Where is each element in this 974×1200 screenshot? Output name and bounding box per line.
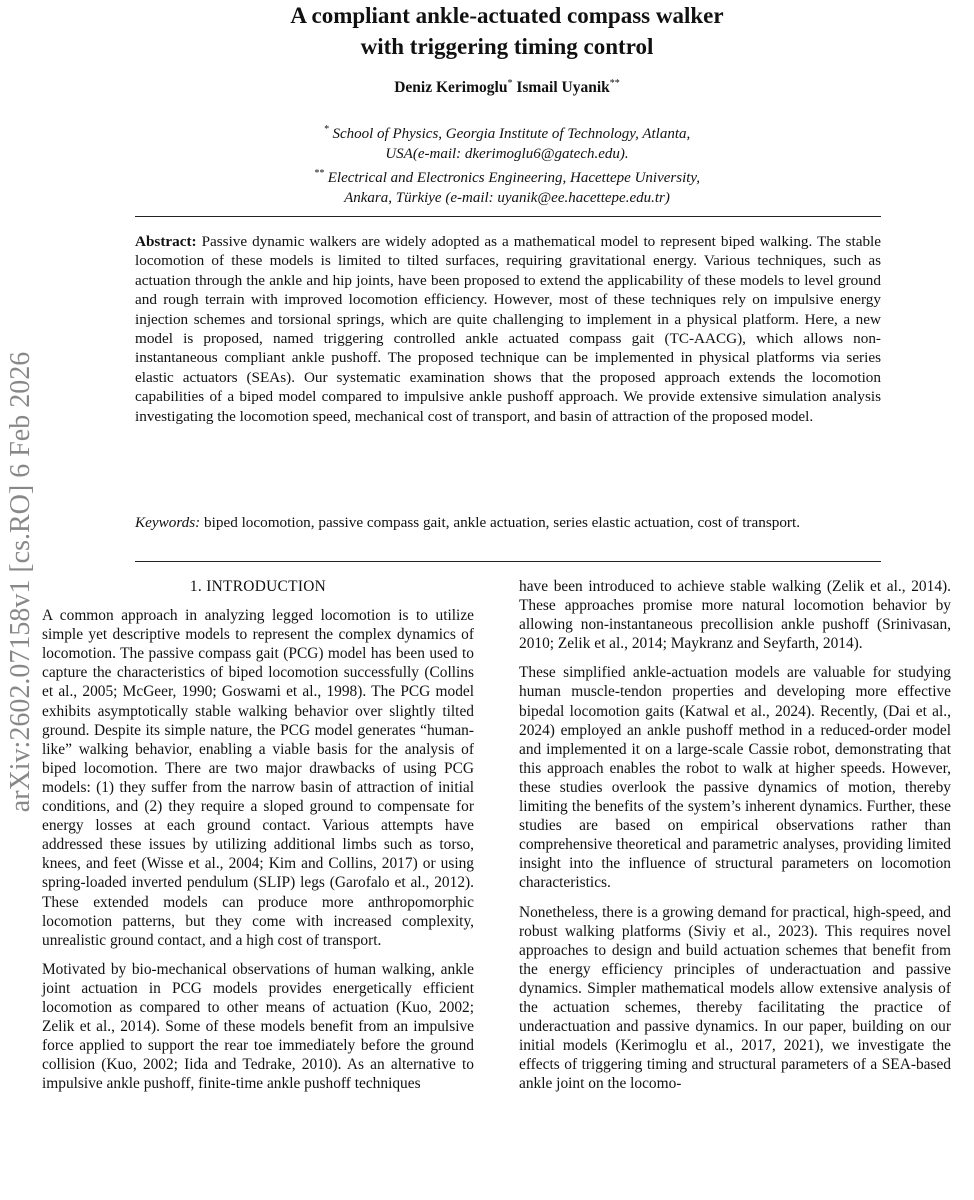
author-affiliation-mark: *: [507, 78, 513, 89]
keywords: [135, 513, 881, 532]
paragraph: A common approach in analyzing legged locomotion is to utilize simple yet descriptive models to represent the complex dynamics of locomotion. The passive compass gait (PCG) model has been used to capture the characteristics of biped locomotion successfully (Collins et al., 2005; McGeer, 1990; Goswami et al., 1998). The PCG model exhibits asymptotically stable walking behavior over slightly tilted ground. Despite its simple nature, the PCG model generates “human-like” walking behavior, enabling a viable basis for the analysis of biped locomotion. There are two major drawbacks of using PCG models: (1) they suffer from the narrow basin of attraction of initial conditions, and (2) they require a sloped ground to compensate for energy losses at each ground contact. Various attempts have addressed these issues by utilizing additional limbs such as torso, knees, and feet (Wisse et al., 2004; Kim and Collins, 2017) or using spring-loaded inverted pendulum (SLIP) legs (Garofalo et al., 2012). These extended models can produce more anthropomorphic locomotion patterns, but they come with increased complexity, unrealistic ground contact, and a high cost of transport.: [42, 607, 474, 949]
author-affiliation-mark: **: [609, 78, 620, 89]
affiliation-line: Ankara, Türkiye (e-mail: uyanik@ee.hacettepe.edu.tr): [344, 190, 670, 206]
affiliation-text: Electrical and Electronics Engineering, Hacettepe University,: [327, 170, 700, 186]
right-column: [519, 577, 951, 1103]
author-name: Ismail Uyanik: [516, 79, 610, 97]
bottom-divider: [135, 561, 881, 562]
paragraph: Motivated by bio-mechanical observations of human walking, ankle joint actuation in PCG models provides energetically efficient locomotion as compared to other means of actuation (Kuo, 2002; Zelik et al., 2014). Some of these models benefit from an impulsive force applied to support the rear toe immediately before the ground collision (Kuo, 2002; Iida and Tedrake, 2010). As an alternative to impulsive ankle pushoff, finite-time ankle pushoff techniques: [42, 960, 474, 1093]
paper-title: [140, 0, 874, 62]
affiliation-line: USA(e-mail: dkerimoglu6@gatech.edu).: [385, 146, 629, 162]
affiliations: [140, 120, 874, 208]
affiliation-text: School of Physics, Georgia Institute of Technology, Atlanta,: [332, 126, 691, 142]
author-name: Deniz Kerimoglu: [394, 79, 508, 97]
affiliation-line: [140, 120, 874, 144]
paragraph: These simplified ankle-actuation models are valuable for studying human muscle-tendon properties and developing more effective bipedal locomotion gaits (Katwal et al., 2024). Recently, (Dai et al., 2024) employed an ankle pushoff method in a reduced-order model and implemented it on a large-scale Cassie robot, demonstrating that this approach enables the robot to walk at higher speeds. However, these studies overlook the passive dynamics of motion, thereby limiting the benefits of the system’s inherent dynamics. Further, these studies are based on empirical observations rather than comprehensive theoretical and parametric analyses, providing limited insight into the influence of structural parameters on locomotion characteristics.: [519, 664, 951, 892]
arxiv-identifier-stamp: [0, 262, 42, 902]
affiliation-mark: **: [313, 168, 324, 179]
affiliation-mark: *: [323, 124, 329, 135]
abstract-text: Passive dynamic walkers are widely adopted as a mathematical model to represent biped walking. The stable locomotion of these models is limited to tilted surfaces, requiring gravitational energy. Various techniques, such as actuation through the ankle and hip joints, have been proposed to extend the applicability of these models to level ground and rough terrain with improved locomotion efficiency. However, most of these techniques rely on impulsive energy injection schemes and torsional springs, which are quite challenging to implement in a physical platform. Here, a new model is proposed, named triggering controlled ankle actuated compass gait (TC-AACG), which allows non-instantaneous compliant ankle pushoff. The proposed technique can be implemented in physical platforms via series elastic actuators (SEAs). Our systematic examination shows that the proposed approach extends the locomotion capabilities of a biped model compared to impulsive ankle pushoff approach. We provide extensive simulation analysis investigating the locomotion speed, mechanical cost of transport, and basin of attraction of the proposed model.: [135, 233, 882, 425]
paragraph: have been introduced to achieve stable walking (Zelik et al., 2014). These approaches promise more natural locomotion behavior by allowing non-instantaneous precollision ankle pushoff (Srinivasan, 2010; Zelik et al., 2014; Maykranz and Seyfarth, 2014).: [519, 578, 951, 653]
keywords-text: biped locomotion, passive compass gait, ankle actuation, series elastic actuation, cost of transport.: [204, 514, 800, 531]
top-divider: [135, 216, 881, 217]
abstract-label: Abstract:: [135, 233, 197, 250]
arxiv-identifier-text: arXiv:2602.07158v1 [cs.RO] 6 Feb 2026: [5, 351, 36, 813]
left-column: [42, 577, 474, 1103]
section-heading: 1. INTRODUCTION: [189, 578, 327, 595]
keywords-label: Keywords:: [135, 514, 201, 531]
abstract: [135, 232, 881, 426]
paragraph: Nonetheless, there is a growing demand for practical, high-speed, and robust walking platforms (Siviy et al., 2023). This requires novel approaches to design and build actuation schemes that benefit from the energy efficiency principles of underactuation and passive dynamics. Simpler mathematical models allow extensive analysis of the actuation schemes, thereby facilitating the practice of underactuation and passive dynamics. In our paper, building on our initial models (Kerimoglu et al., 2017, 2021), we investigate the effects of triggering timing and structural parameters of a SEA-based ankle joint on the locomo-: [519, 903, 951, 1093]
title-line-1: A compliant ankle-actuated compass walker: [290, 3, 724, 28]
author-list: [140, 78, 874, 97]
affiliation-line: [140, 164, 874, 188]
title-line-2: with triggering timing control: [360, 34, 654, 59]
